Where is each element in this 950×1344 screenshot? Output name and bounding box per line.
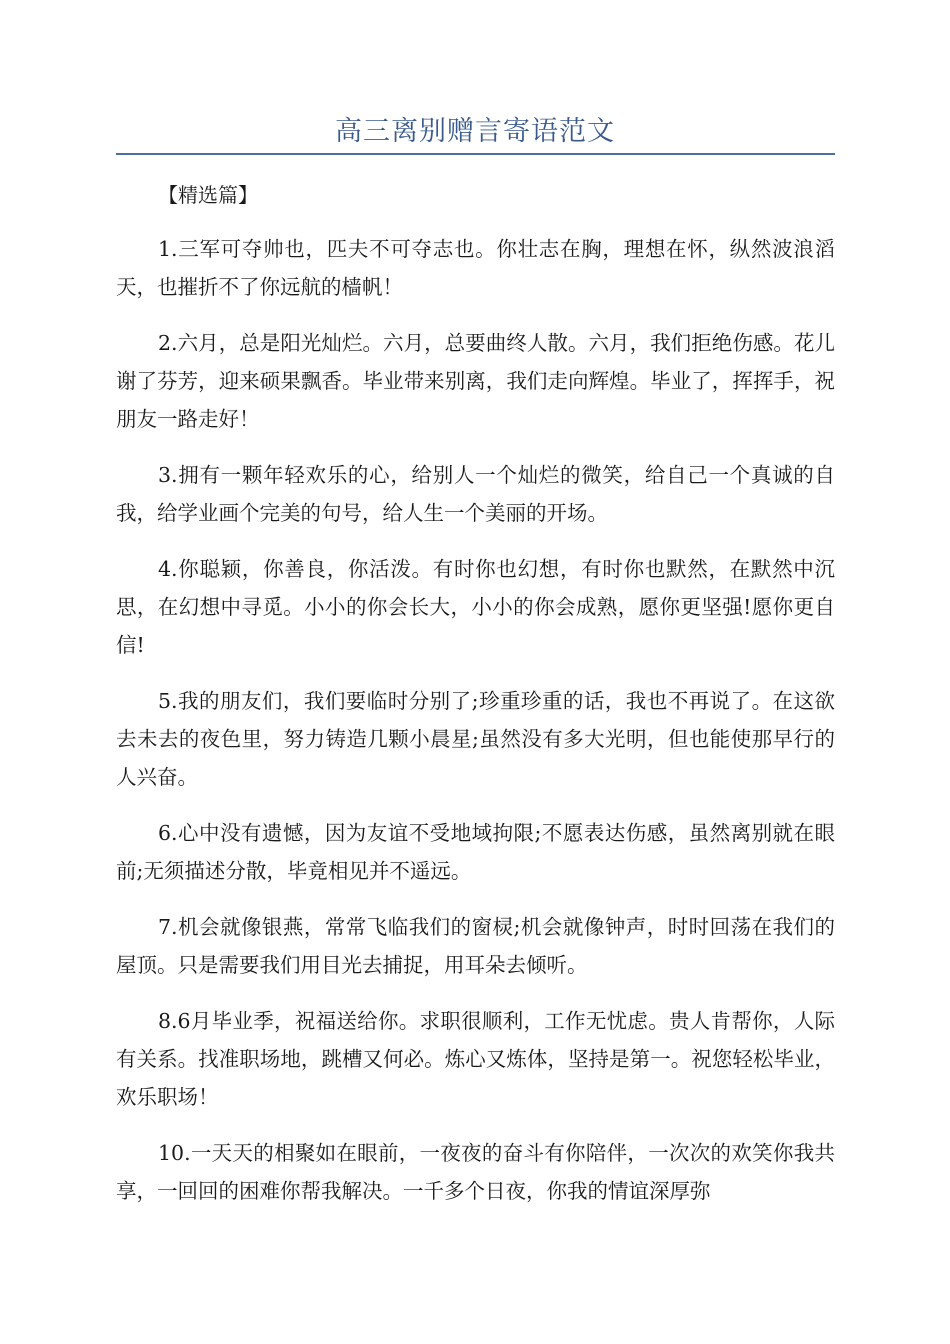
document-title: 高三离别赠言寄语范文 (335, 116, 615, 147)
paragraph-7: 7.机会就像银燕，常常飞临我们的窗棂;机会就像钟声，时时回荡在我们的屋顶。只是需要我们用目光去捕捉，用耳朵去倾听。 (116, 915, 835, 977)
paragraph-6: 6.心中没有遗憾，因为友谊不受地域拘限;不愿表达伤感，虽然离别就在眼前;无须描述分散，毕竟相见并不遥远。 (116, 821, 835, 883)
title-underline (116, 153, 835, 155)
paragraph-10: 10.一天天的相聚如在眼前，一夜夜的奋斗有你陪伴，一次次的欢笑你我共享，一回回的困难你帮我解决。一千多个日夜，你我的情谊深厚弥 (116, 1141, 835, 1203)
section-label: 【精选篇】 (158, 183, 258, 207)
paragraph-8: 8.6月毕业季，祝福送给你。求职很顺利，工作无忧虑。贵人肯帮你，人际有关系。找准职场地，跳槽又何必。炼心又炼体，坚持是第一。祝您轻松毕业，欢乐职场！ (116, 1009, 835, 1109)
document-body (116, 230, 835, 1228)
paragraph-5: 5.我的朋友们，我们要临时分别了;珍重珍重的话，我也不再说了。在这欲去未去的夜色里，努力铸造几颗小晨星;虽然没有多大光明，但也能使那早行的人兴奋。 (116, 689, 835, 789)
paragraph-3: 3.拥有一颗年轻欢乐的心，给别人一个灿烂的微笑，给自己一个真诚的自我，给学业画个完美的句号，给人生一个美丽的开场。 (116, 463, 835, 525)
paragraph-4: 4.你聪颖，你善良，你活泼。有时你也幻想，有时你也默然，在默然中沉思，在幻想中寻觅。小小的你会长大，小小的你会成熟，愿你更坚强!愿你更自信! (116, 557, 835, 657)
paragraph-2: 2.六月，总是阳光灿烂。六月，总要曲终人散。六月，我们拒绝伤感。花儿谢了芬芳，迎来硕果飘香。毕业带来别离，我们走向辉煌。毕业了，挥挥手，祝朋友一路走好！ (116, 331, 835, 431)
paragraph-1: 1.三军可夺帅也，匹夫不可夺志也。你壮志在胸，理想在怀，纵然波浪滔天，也摧折不了你远航的樯帆！ (116, 237, 835, 299)
